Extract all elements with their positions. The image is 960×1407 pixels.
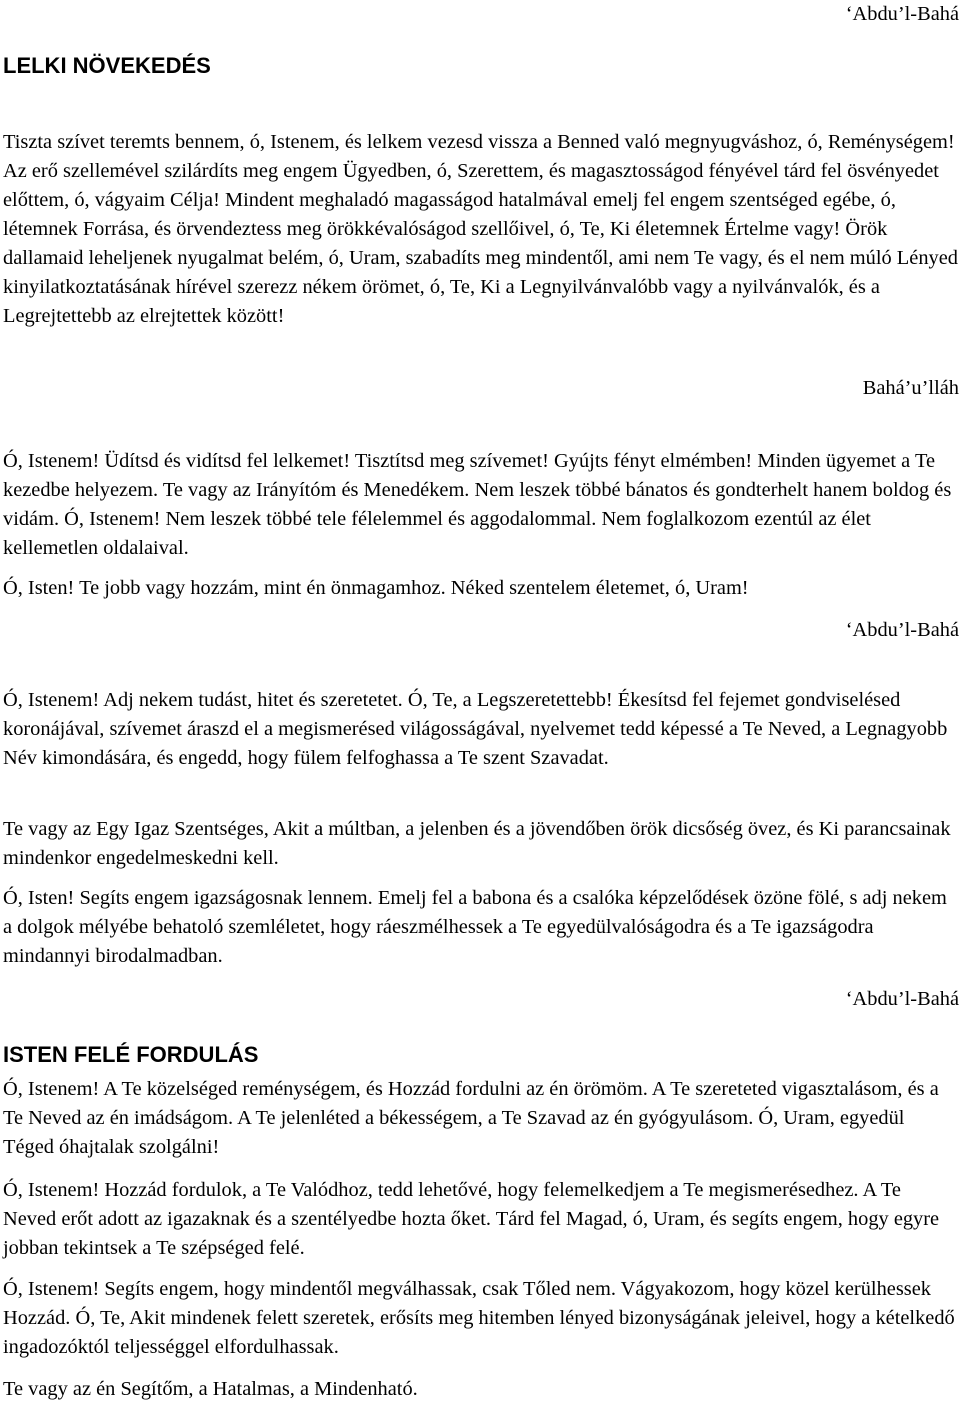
section-title-isten-fele-fordulas — [3, 1041, 959, 1069]
prayer-text: Ó, Istenem! Segíts engem, hogy mindentől megválhassak, csak Tőled nem. Vágyakozom, hogy közel kerülhessek Hozzád. Ó, Te, Akit mindenek felett szeretek, erősíts meg hitemben lényed bizonyságának jeleivel, hogy a kételkedő ingadozóktól teljességgel elfordulhassak. — [3, 1278, 955, 1358]
prayer-paragraph — [3, 574, 959, 603]
attribution-text: ‘Abdu’l-Bahá — [845, 3, 959, 25]
prayer-text: Ó, Isten! Segíts engem igazságosnak lennem. Emelj fel a babona és a csalóka képzelődések özöne fölé, s adj nekem a dolgok mélyébe behatoló szemléletet, hogy ráeszmélhessek a Te egyedülvalóságodra és a Te igazságodra mindannyi birodalmadban. — [3, 887, 947, 967]
attribution — [3, 374, 959, 403]
attribution-text: Bahá’u’lláh — [862, 377, 959, 399]
attribution-text: ‘Abdu’l-Bahá — [845, 619, 959, 641]
prayer-paragraph — [3, 1176, 959, 1263]
prayer-text: Te vagy az Egy Igaz Szentséges, Akit a múltban, a jelenben és a jövendőben örök dicsőség övez, és Ki parancsainak mindenkor engedelmeskedni kell. — [3, 818, 951, 869]
prayer-paragraph — [3, 128, 959, 331]
prayer-text: Tiszta szívet teremts bennem, ó, Istenem, és lelkem vezesd vissza a Benned való megnyugváshoz, ó, Reménységem! Az erő szellemével szilárdíts meg engem Ügyedben, ó, Szerettem, és magasztosságod fényével tárd fel ösvényedet előttem, ó, vágyaim Célja! Mindent meghaladó magasságod hatalmával emelj fel engem szentséged egébe, ó, létemnek Forrása, és örvendeztess meg örökkévalóságod szellőivel, ó, Te, Ki életemnek Értelme vagy! Örök dallamaid leheljenek nyugalmat belém, ó, Uram, szabadíts meg mindentől, ami nem Te vagy, és el nem múló Lényed kinyilatkoztatásának hírével szerezz nékem örömet, ó, Te, Ki a Legnyilvánvalóbb vagy a nyilvánvalók, és a Legrejtettebb az elrejtettek között! — [3, 131, 958, 327]
attribution-top — [3, 0, 959, 29]
heading-text: LELKI NÖVEKEDÉS — [3, 53, 211, 78]
prayer-paragraph — [3, 686, 959, 773]
prayer-text: Ó, Istenem! A Te közelséged reménységem, és Hozzád fordulni az én örömöm. A Te szereteted vigasztalásom, és a Te Neved az én imádságom. A Te jelenléted a békességem, a Te Szavad az én gyógyulásom. Ó, Uram, egyedül Téged óhajtalak szolgálni! — [3, 1078, 939, 1158]
prayer-paragraph — [3, 1375, 959, 1404]
prayer-text: Ó, Istenem! Üdítsd és vidítsd fel lelkemet! Tisztítsd meg szívemet! Gyújts fényt elmémben! Minden ügyemet a Te kezedbe helyezem. Te vagy az Irányítóm és Menedékem. Nem leszek többé bánatos és gondterhelt hanem boldog és vidám. Ó, Istenem! Nem leszek többé tele félelemmel és aggodalommal. Nem foglalkozom ezentúl az élet kellemetlen oldalaival. — [3, 450, 952, 559]
prayer-text: Ó, Istenem! Hozzád fordulok, a Te Valódhoz, tedd lehetővé, hogy felemelkedjem a Te megismerésedhez. A Te Neved erőt adott az igazaknak és a szentélyedbe hozta őket. Tárd fel Magad, ó, Uram, és segíts engem, hogy egyre jobban tekintsek a Te szépséged felé. — [3, 1179, 940, 1259]
prayer-text: Ó, Istenem! Adj nekem tudást, hitet és szeretetet. Ó, Te, a Legszeretettebb! Ékesítsd fel fejemet gondviselésed koronájával, szívemet áraszd el a megismerésed világosságával, nyelvemet tedd képessé a Te Neved, a Legnagyobb Név kimondására, és engedd, hogy fülem felfoghassa a Te szent Szavadat. — [3, 689, 948, 769]
prayer-paragraph — [3, 884, 959, 971]
section-title-lelki-novekedes — [3, 52, 959, 80]
prayer-paragraph — [3, 447, 959, 563]
prayer-text: Te vagy az én Segítőm, a Hatalmas, a Mindenható. — [3, 1378, 418, 1400]
prayer-paragraph — [3, 1275, 959, 1362]
heading-text: ISTEN FELÉ FORDULÁS — [3, 1042, 259, 1067]
attribution-text: ‘Abdu’l-Bahá — [845, 988, 959, 1010]
attribution — [3, 616, 959, 645]
prayer-paragraph — [3, 815, 959, 873]
prayer-paragraph — [3, 1075, 959, 1162]
prayer-text: Ó, Isten! Te jobb vagy hozzám, mint én önmagamhoz. Néked szentelem életemet, ó, Uram! — [3, 577, 749, 599]
attribution — [3, 985, 959, 1014]
